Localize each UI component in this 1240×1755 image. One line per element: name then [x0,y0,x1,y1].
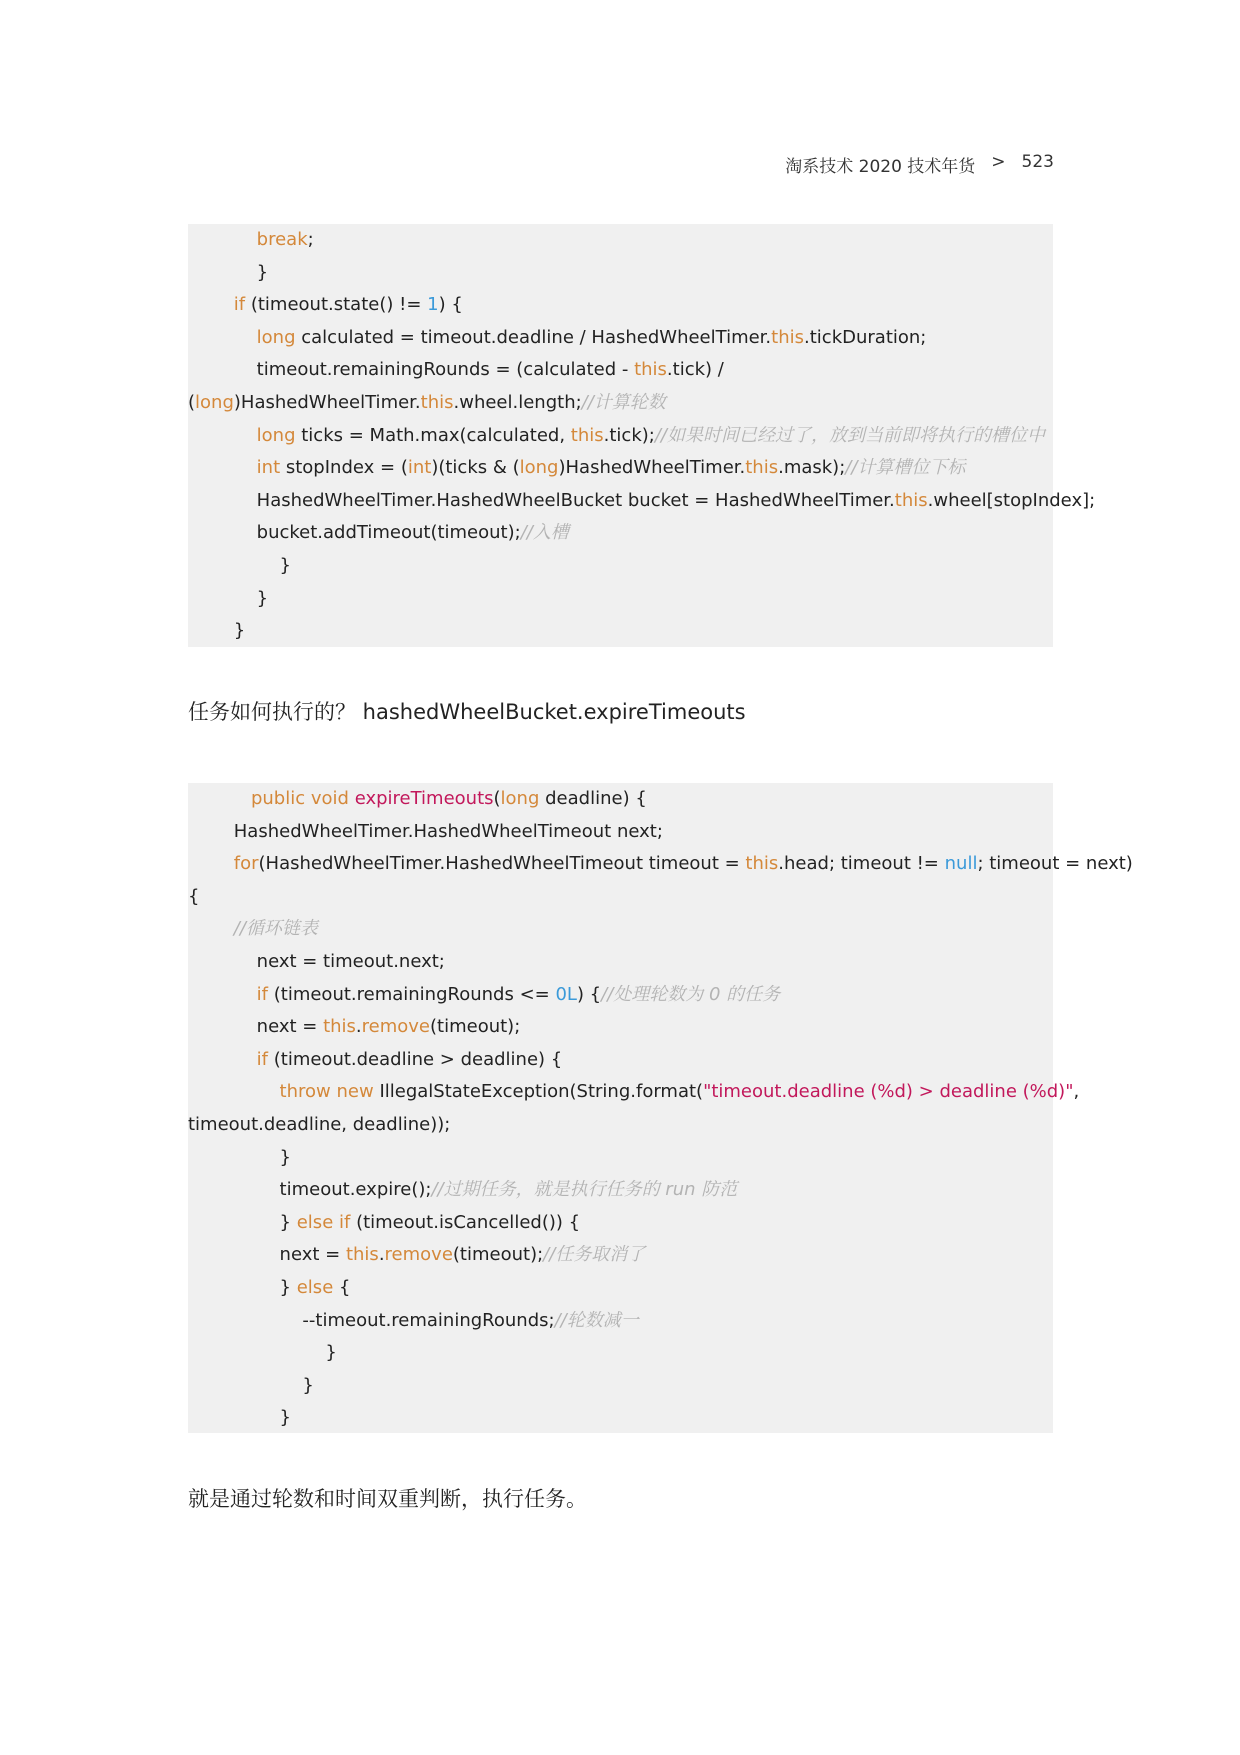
code-token: this [420,391,454,413]
code-line [188,322,1053,355]
code-token: calculated = timeout.deadline / HashedWheelTimer. [295,326,772,348]
code-token: long [519,457,559,479]
code-token: timeout.remainingRounds = (calculated - [188,359,635,381]
code-line [188,979,1053,1012]
code-token: this [570,424,604,446]
code-token: } [188,620,246,642]
code-token: remove [384,1244,453,1266]
code-line [188,881,1053,914]
code-comment: //计算槽位下标 [845,457,966,479]
page-number: 523 [1021,152,1054,172]
code-line [188,1076,1080,1109]
code-token [188,425,257,446]
code-token: if [339,1211,351,1233]
code-line [188,354,1053,387]
code-token: bucket.addTimeout(timeout); [188,522,521,544]
code-line [188,1370,1053,1403]
code-token: ) { [438,294,463,316]
code-token: "timeout.deadline (%d) > deadline (%d)" [703,1081,1074,1103]
code-comment: //轮数减一 [554,1309,639,1331]
code-token: public [250,788,306,809]
code-token: { [188,885,200,907]
code-token: ticks = Math.max(calculated, [295,424,571,446]
code-token: deadline) { [539,788,647,809]
code-token [188,1049,257,1070]
code-token: if [233,294,246,316]
code-token: IllegalStateException(String.format( [373,1081,704,1103]
code-line [188,1207,1053,1240]
code-comment: //任务取消了 [543,1244,646,1266]
code-token: remove [361,1016,431,1038]
code-block-timeout-transfer [188,224,1096,647]
code-token: else [296,1211,334,1233]
code-token: this [745,853,779,875]
code-token: } [188,554,291,576]
code-token: int [407,457,432,479]
code-line [188,615,1053,648]
code-line [188,1011,1053,1044]
code-token: 0L [555,983,577,1005]
code-token: } [188,1146,291,1168]
code-line [188,1174,1053,1207]
code-token: --timeout.remainingRounds; [188,1309,555,1331]
code-token: (timeout); [430,1016,521,1038]
code-token: ) { [576,983,602,1005]
code-line [188,848,1133,881]
code-token: null [944,853,978,875]
code-token: (HashedWheelTimer.HashedWheelTimeout timeout = [258,853,746,875]
code-token: ; [307,229,314,250]
code-token [188,918,234,939]
code-line [188,1272,1053,1305]
code-token: HashedWheelTimer.HashedWheelTimeout next; [188,820,663,842]
code-token: } [188,587,269,609]
code-token: .wheel[stopIndex]; [927,489,1096,511]
code-line [188,387,1053,420]
code-token: int [256,457,281,479]
code-line [188,1142,1053,1175]
code-comment: //循环链表 [233,918,318,940]
code-token: } [188,1374,314,1396]
code-comment: //处理轮数为 0 的任务 [601,983,781,1005]
code-block-expire-timeouts [188,783,1133,1433]
code-token: expireTimeouts [354,788,494,809]
code-line [188,1305,1053,1338]
code-token: this [323,1016,356,1038]
code-token: throw [279,1081,331,1103]
code-token: this [894,489,928,511]
code-token [188,229,257,250]
code-token: . [355,1016,362,1038]
code-token [188,853,234,874]
code-line [188,224,1053,257]
code-token: long [195,391,234,413]
code-token: .tickDuration; [804,326,927,348]
code-token: new [336,1081,374,1103]
code-token [188,457,257,478]
code-token: (timeout); [452,1244,544,1266]
code-token: if [256,1048,269,1070]
code-line [188,1044,1053,1077]
code-line [188,783,1053,816]
code-token: else [296,1276,334,1298]
code-line [188,517,1053,550]
code-token: 1 [427,294,439,316]
code-token: .head; timeout != [778,853,945,875]
code-token: , [1073,1081,1080,1103]
code-line [188,452,1053,485]
code-line [188,1337,1053,1370]
code-token: if [256,983,269,1005]
code-line [188,550,1053,583]
code-comment: //过期任务，就是执行任务的 run 防范 [431,1179,738,1201]
code-token: ( [493,788,501,809]
code-line [188,913,1053,946]
code-token: next = [188,1244,346,1266]
code-line [188,1109,1053,1142]
code-line [188,583,1053,616]
code-token: stopIndex = ( [280,457,408,479]
code-line [188,1402,1053,1435]
book-title: 淘系技术 2020 技术年货 [785,157,976,177]
code-token: HashedWheelTimer.HashedWheelBucket bucket = HashedWheelTimer. [188,489,895,511]
code-line [188,257,1053,290]
code-token: } [188,1407,291,1429]
code-token: )HashedWheelTimer. [558,457,746,479]
code-line [188,816,1053,849]
code-token: )(ticks & ( [431,457,520,479]
code-line [188,289,1053,322]
code-token: { [333,1276,351,1298]
code-line [188,420,1053,453]
code-comment: //如果时间已经过了，放到当前即将执行的槽位中 [654,424,1045,446]
code-token: long [256,424,296,446]
code-token [188,788,251,809]
code-token: (timeout.state() != [245,294,428,316]
code-token: )HashedWheelTimer. [233,391,421,413]
code-token: void [310,788,349,809]
code-token: (timeout.deadline > deadline) { [268,1048,563,1070]
code-token: timeout.expire(); [188,1179,432,1201]
code-token: this [745,457,779,479]
code-token: break [256,229,308,250]
code-token [188,1081,280,1102]
code-token: ; timeout = next) [977,853,1133,875]
code-comment: //入槽 [520,522,569,544]
code-token: long [500,788,540,809]
code-token: .tick) / [666,359,724,381]
code-token: } [188,1211,297,1233]
code-token: } [188,1276,297,1298]
code-line [188,946,1053,979]
code-token: } [188,1342,337,1364]
code-token: this [771,326,805,348]
code-token: this [634,359,667,381]
code-token [188,294,234,315]
header-separator: > [991,152,1006,172]
code-token [188,984,257,1005]
summary-paragraph: 就是通过轮数和时间双重判断，执行任务。 [188,1487,587,1511]
code-token: .wheel.length; [453,391,582,413]
code-token: next = [188,1016,324,1038]
code-line [188,485,1096,518]
code-token: ( [188,391,196,413]
page-header [785,152,1054,177]
code-token: (timeout.remainingRounds <= [268,983,556,1005]
code-token: .mask); [778,457,846,479]
code-line [188,1239,1053,1272]
code-comment: //计算轮数 [581,391,666,413]
code-token: this [345,1244,379,1266]
code-token: for [233,853,259,875]
code-token: next = timeout.next; [188,950,445,972]
code-token: } [188,261,269,283]
section-heading-expire-timeouts: 任务如何执行的？ hashedWheelBucket.expireTimeouts [188,700,746,724]
code-token: (timeout.isCancelled()) { [350,1211,581,1233]
code-token: long [256,326,296,348]
code-token: .tick); [603,424,655,446]
code-token: timeout.deadline, deadline)); [188,1113,451,1135]
code-token: . [378,1244,385,1266]
code-token [188,327,257,348]
